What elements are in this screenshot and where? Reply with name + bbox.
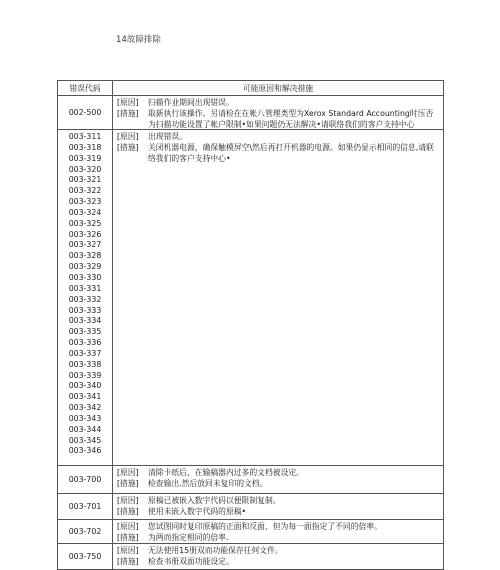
action-text: 为两而指定相同的倍率. xyxy=(148,533,229,542)
error-code: 002-500 xyxy=(58,96,113,130)
action-text: 使用未嵌入数字代码的原稿• xyxy=(148,507,247,516)
cause-tag: [原因] xyxy=(117,496,139,505)
error-code: 003-321 xyxy=(68,175,102,185)
action-text: 关闭机器电源，确保触模屏空\然后再打开机器的电源。如果仍显示相同的信息,请联络我们的客户支持中心• xyxy=(148,143,434,163)
cause-tag: [原因] xyxy=(117,468,139,477)
error-code: 003-329 xyxy=(68,262,102,272)
page-header: 14故障排除 xyxy=(116,35,161,45)
cause-tag: [原因] xyxy=(117,522,139,531)
error-code: 003-319 xyxy=(68,153,102,163)
cause-tag: [原因] xyxy=(117,132,139,141)
action-tag: [措施] xyxy=(117,479,139,488)
error-code: 003-322 xyxy=(68,186,102,196)
error-code: 003-323 xyxy=(68,197,102,207)
description-cell xyxy=(113,494,444,520)
error-code: 003-325 xyxy=(68,218,102,228)
cause-text: 您试图同时复印原稿的正面和反面，但为每一面指定了不同的倍率。 xyxy=(148,522,382,531)
error-code: 003-340 xyxy=(68,381,102,391)
error-code: 003-311 xyxy=(68,132,102,141)
cause-text: 原稿已被嵌入数字代码以便限制复制。 xyxy=(148,496,281,505)
error-code: 003-344 xyxy=(68,424,102,434)
column-header-code: 错误代码 xyxy=(58,81,113,96)
error-code: 003-332 xyxy=(68,294,102,304)
action-tag: [措施] xyxy=(117,109,139,118)
error-code: 003-700 xyxy=(58,466,113,494)
error-code: 003-320 xyxy=(68,164,102,174)
error-code: 003-336 xyxy=(68,338,102,348)
cause-text: 扫描作业期间出现错误。 xyxy=(148,98,234,107)
cause-text: 无法使用15册双而功能保存任何文件。 xyxy=(148,546,283,555)
cause-text: 清除卡纸后，在输稿器内过多的文档被设定。 xyxy=(148,468,304,477)
action-text: 检查书册双面功能设定。 xyxy=(148,557,234,566)
action-text: 检查输出.然后放回未复印的文档。 xyxy=(148,479,268,488)
error-code: 003-750 xyxy=(58,544,113,570)
error-code: 003-335 xyxy=(68,327,102,337)
error-code: 003-343 xyxy=(68,413,102,423)
column-header-causes: 可能原因和解决措施 xyxy=(113,81,444,96)
table-row xyxy=(58,466,444,494)
description-cell xyxy=(113,466,444,494)
error-code: 003-338 xyxy=(68,359,102,369)
error-code: 003-326 xyxy=(68,229,102,239)
action-tag: [措施] xyxy=(117,533,139,542)
error-code-table xyxy=(57,80,444,570)
error-code: 003-334 xyxy=(68,316,102,326)
error-code: 003-328 xyxy=(68,251,102,261)
error-code: 003-331 xyxy=(68,283,102,293)
error-code-list xyxy=(58,130,113,466)
description-cell xyxy=(113,130,444,466)
action-text: 取新执行该操作。另请检在在帐八管理类型为Xerox Standard Accounting时压否为扫描功能设置了帐户限制•如果问题仍无法解决•请联络我们的客户支持中心 xyxy=(148,109,434,128)
action-tag: [措施] xyxy=(117,557,139,566)
action-tag: [措施] xyxy=(117,143,139,152)
error-code: 003-324 xyxy=(68,207,102,217)
table-row xyxy=(58,494,444,520)
error-code: 003-702 xyxy=(58,520,113,544)
error-code: 003-341 xyxy=(68,392,102,402)
error-code: 003-342 xyxy=(68,403,102,413)
error-code: 003-330 xyxy=(68,272,102,282)
error-code: 003-327 xyxy=(68,240,102,250)
description-cell xyxy=(113,96,444,130)
description-cell xyxy=(113,520,444,544)
cause-tag: [原因] xyxy=(117,98,139,107)
error-code: 003-345 xyxy=(68,435,102,445)
cause-tag: [原因] xyxy=(117,546,139,555)
error-code: 003-318 xyxy=(68,142,102,152)
error-code: 003-333 xyxy=(68,305,102,315)
error-code: 003-339 xyxy=(68,370,102,380)
table-header-row xyxy=(58,81,444,96)
error-code: 003-346 xyxy=(68,446,102,456)
table-row xyxy=(58,130,444,466)
cause-text: 出现错误。 xyxy=(148,132,187,141)
error-code: 003-701 xyxy=(58,494,113,520)
table-row xyxy=(58,96,444,130)
table-row xyxy=(58,520,444,544)
action-tag: [措施] xyxy=(117,507,139,516)
error-code: 003-337 xyxy=(68,348,102,358)
